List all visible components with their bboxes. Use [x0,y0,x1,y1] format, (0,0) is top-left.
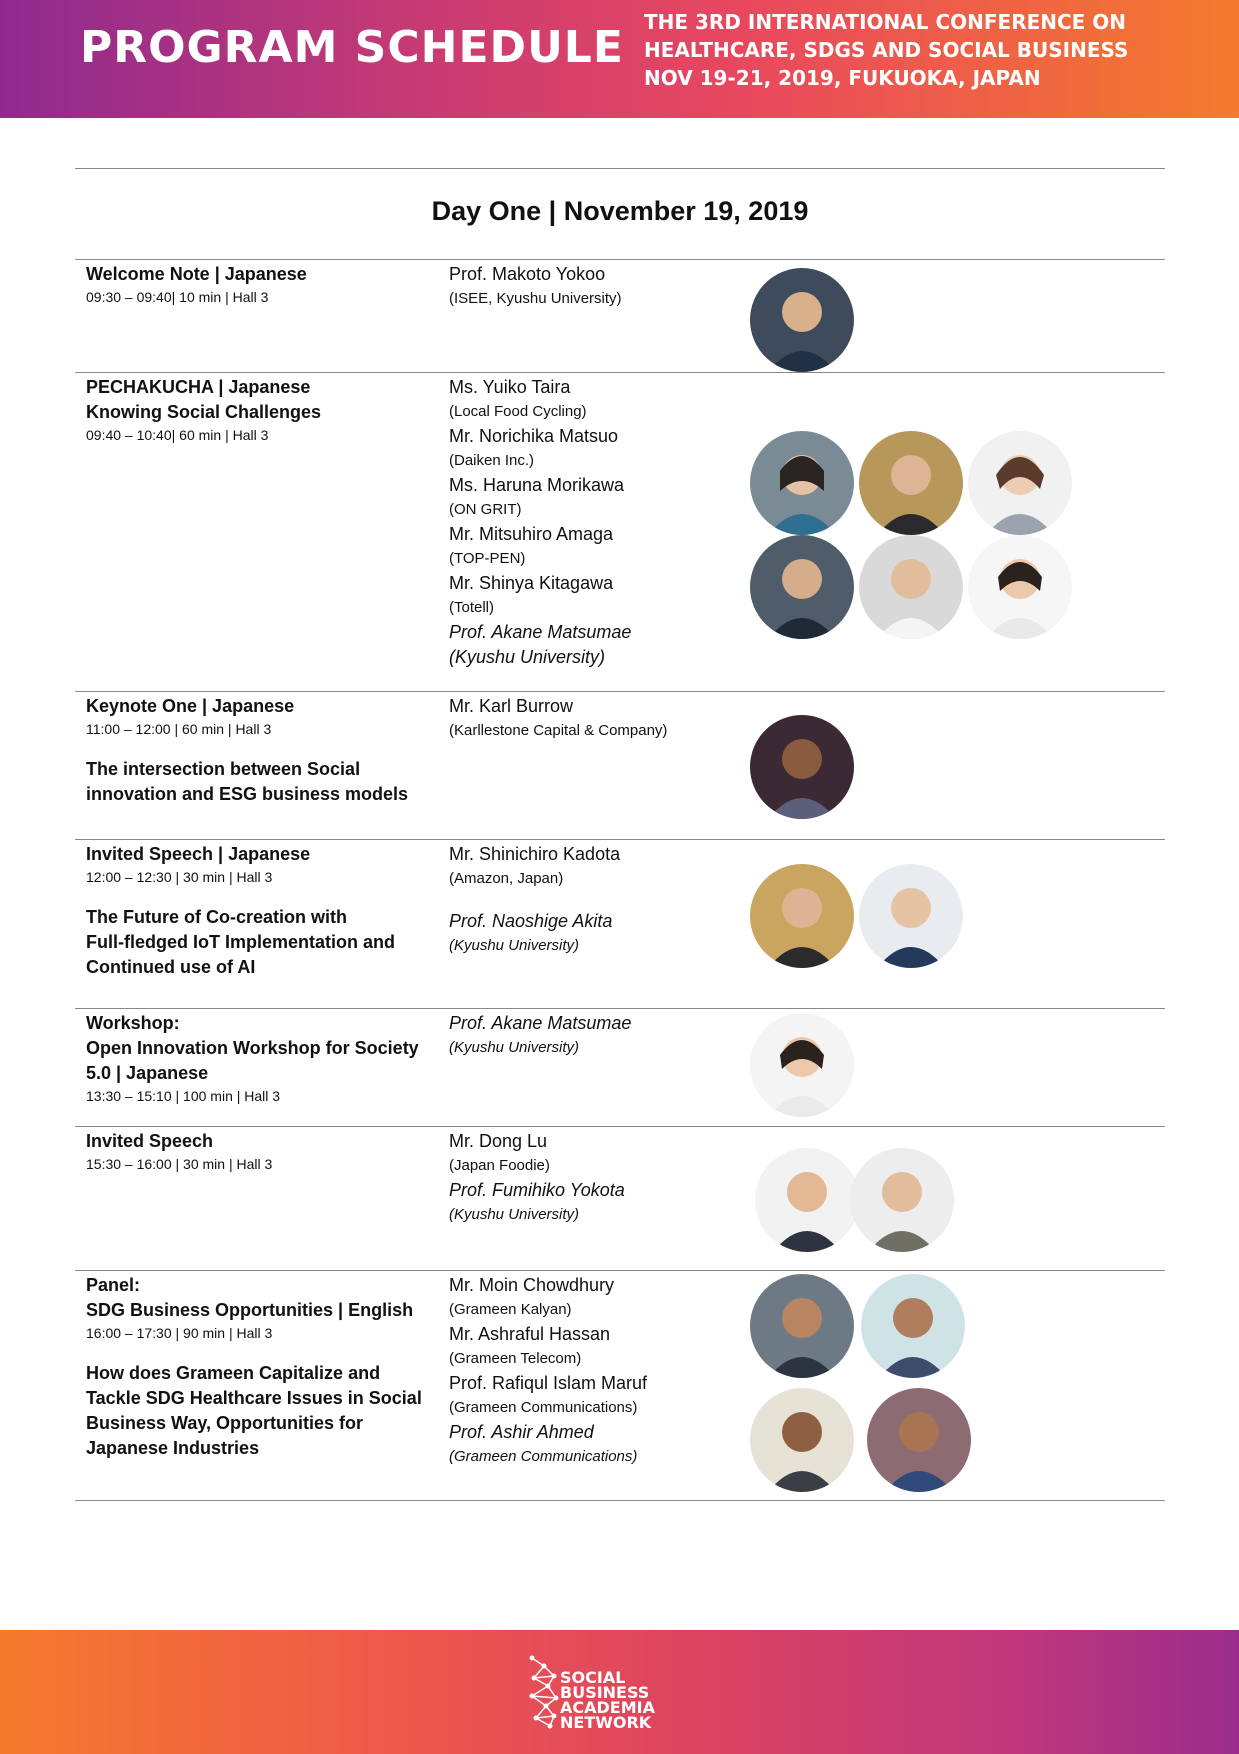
speaker-name: Mr. Dong Lu [449,1131,548,1151]
speaker-affiliation: (Totell) [449,599,495,616]
session-info [86,375,431,445]
speaker-name: Ms. Yuiko Taira [449,377,571,397]
session-title: Keynote One | Japanese [86,696,295,716]
session-speakers [449,1129,739,1227]
speaker-photo [867,1388,971,1492]
divider [75,168,1165,169]
speaker-name: Prof. Makoto Yokoo [449,264,606,284]
session-time: 13:30 – 15:10 | 100 min | Hall 3 [86,1088,281,1104]
session-topic: Business Way, Opportunities for [86,1413,364,1433]
speaker-affiliation: (Japan Foodie) [449,1157,550,1174]
speaker-name: Mr. Norichika Matsuo [449,426,619,446]
speaker-affiliation: (Kyushu University) [449,1206,580,1223]
conference-line: HEALTHCARE, SDGS AND SOCIAL BUSINESS [644,38,1129,62]
session-topic: innovation and ESG business models [86,784,409,804]
speaker-name: Mr. Shinichiro Kadota [449,844,621,864]
divider [75,839,1165,840]
session-title: Invited Speech | Japanese [86,844,311,864]
session-topic: The intersection between Social [86,759,361,779]
session-title: Panel: [86,1275,141,1295]
conference-line: THE 3RD INTERNATIONAL CONFERENCE ON [644,10,1127,34]
session-info [86,694,431,807]
logo-line: BUSINESS [560,1683,650,1702]
speaker-photo [859,535,963,639]
speaker-photo [755,1148,859,1252]
speaker-name: Mr. Mitsuhiro Amaga [449,524,614,544]
session-info [86,1011,431,1106]
session-speakers [449,842,739,958]
speaker-photo [968,535,1072,639]
org-logo-text [560,1670,655,1730]
speaker-photo [859,431,963,535]
session-topic: Tackle SDG Healthcare Issues in Social [86,1388,422,1408]
speaker-name: Mr. Ashraful Hassan [449,1324,611,1344]
speaker-name: Prof. Naoshige Akita [449,911,613,931]
speaker-photo [750,1274,854,1378]
logo-line: NETWORK [560,1713,652,1732]
speaker-affiliation: (Grameen Communications) [449,1399,638,1416]
speaker-photo [750,1388,854,1492]
speaker-affiliation: (ON GRIT) [449,501,522,518]
session-time: 11:00 – 12:00 | 60 min | Hall 3 [86,721,272,737]
speaker-name: Prof. Akane Matsumae [449,622,632,642]
speaker-affiliation: (Kyushu University) [449,937,580,954]
session-title: Knowing Social Challenges [86,402,322,422]
session-title: PECHAKUCHA | Japanese [86,377,311,397]
session-info [86,1273,431,1461]
speaker-affiliation: (Karllestone Capital & Company) [449,722,668,739]
speaker-name: Mr. Karl Burrow [449,696,574,716]
session-time: 16:00 – 17:30 | 90 min | Hall 3 [86,1325,273,1341]
speaker-name: Prof. Ashir Ahmed [449,1422,594,1442]
conference-info [644,8,1128,92]
session-title: Workshop: [86,1013,180,1033]
session-info [86,842,431,980]
speaker-affiliation: (Local Food Cycling) [449,403,587,420]
session-speakers [449,1011,739,1060]
session-speakers [449,262,739,311]
logo-line: SOCIAL [560,1668,626,1687]
session-topic: Full-fledged IoT Implementation and [86,932,395,952]
divider [75,1126,1165,1127]
session-time: 09:30 – 09:40| 10 min | Hall 3 [86,289,269,305]
speaker-name: Prof. Akane Matsumae [449,1013,632,1033]
divider [75,1008,1165,1009]
session-topic: Japanese Industries [86,1438,260,1458]
speaker-photo [750,268,854,372]
speaker-affiliation: (ISEE, Kyushu University) [449,290,622,307]
session-time: 12:00 – 12:30 | 30 min | Hall 3 [86,869,273,885]
speaker-name: Prof. Fumihiko Yokota [449,1180,625,1200]
speaker-photo [750,715,854,819]
session-speakers [449,694,739,743]
speaker-affiliation: (Grameen Telecom) [449,1350,582,1367]
speaker-photo [750,431,854,535]
speaker-photo [861,1274,965,1378]
speaker-photo [750,864,854,968]
conference-line: NOV 19-21, 2019, FUKUOKA, JAPAN [644,66,1041,90]
speaker-photo [968,431,1072,535]
session-info [86,262,431,307]
divider [75,1270,1165,1271]
speaker-name: Mr. Shinya Kitagawa [449,573,614,593]
header-banner [0,0,1239,118]
speaker-affiliation: (Kyushu University) [449,1039,580,1056]
session-time: 15:30 – 16:00 | 30 min | Hall 3 [86,1156,273,1172]
speaker-name: Prof. Rafiqul Islam Maruf [449,1373,648,1393]
speaker-name: Mr. Moin Chowdhury [449,1275,615,1295]
session-title: Open Innovation Workshop for Society [86,1038,419,1058]
session-title: Invited Speech [86,1131,214,1151]
session-speakers [449,1273,739,1469]
session-title: Welcome Note | Japanese [86,264,307,284]
session-title: SDG Business Opportunities | English [86,1300,414,1320]
speaker-photo [750,1013,854,1117]
speaker-photo [750,535,854,639]
session-topic: Continued use of AI [86,957,256,977]
speaker-affiliation: (Amazon, Japan) [449,870,564,887]
divider [75,372,1165,373]
speaker-affiliation: (TOP-PEN) [449,550,526,567]
speaker-affiliation: (Grameen Communications) [449,1448,638,1465]
network-logo-icon [524,1652,560,1732]
speaker-photo [859,864,963,968]
session-title: 5.0 | Japanese [86,1063,209,1083]
session-speakers [449,375,739,670]
speaker-affiliation: (Kyushu University) [449,647,606,667]
divider [75,259,1165,260]
speaker-name: Ms. Haruna Morikawa [449,475,625,495]
footer-banner [0,1630,1239,1754]
divider [75,691,1165,692]
session-topic: The Future of Co-creation with [86,907,347,927]
program-schedule-title: PROGRAM SCHEDULE [80,22,624,73]
session-info [86,1129,431,1174]
day-title: Day One | November 19, 2019 [431,196,809,226]
speaker-affiliation: (Grameen Kalyan) [449,1301,572,1318]
speaker-affiliation: (Daiken Inc.) [449,452,535,469]
logo-line: ACADEMIA [560,1698,655,1717]
session-topic: How does Grameen Capitalize and [86,1363,381,1383]
speaker-photo [850,1148,954,1252]
session-time: 09:40 – 10:40| 60 min | Hall 3 [86,427,269,443]
divider [75,1500,1165,1501]
